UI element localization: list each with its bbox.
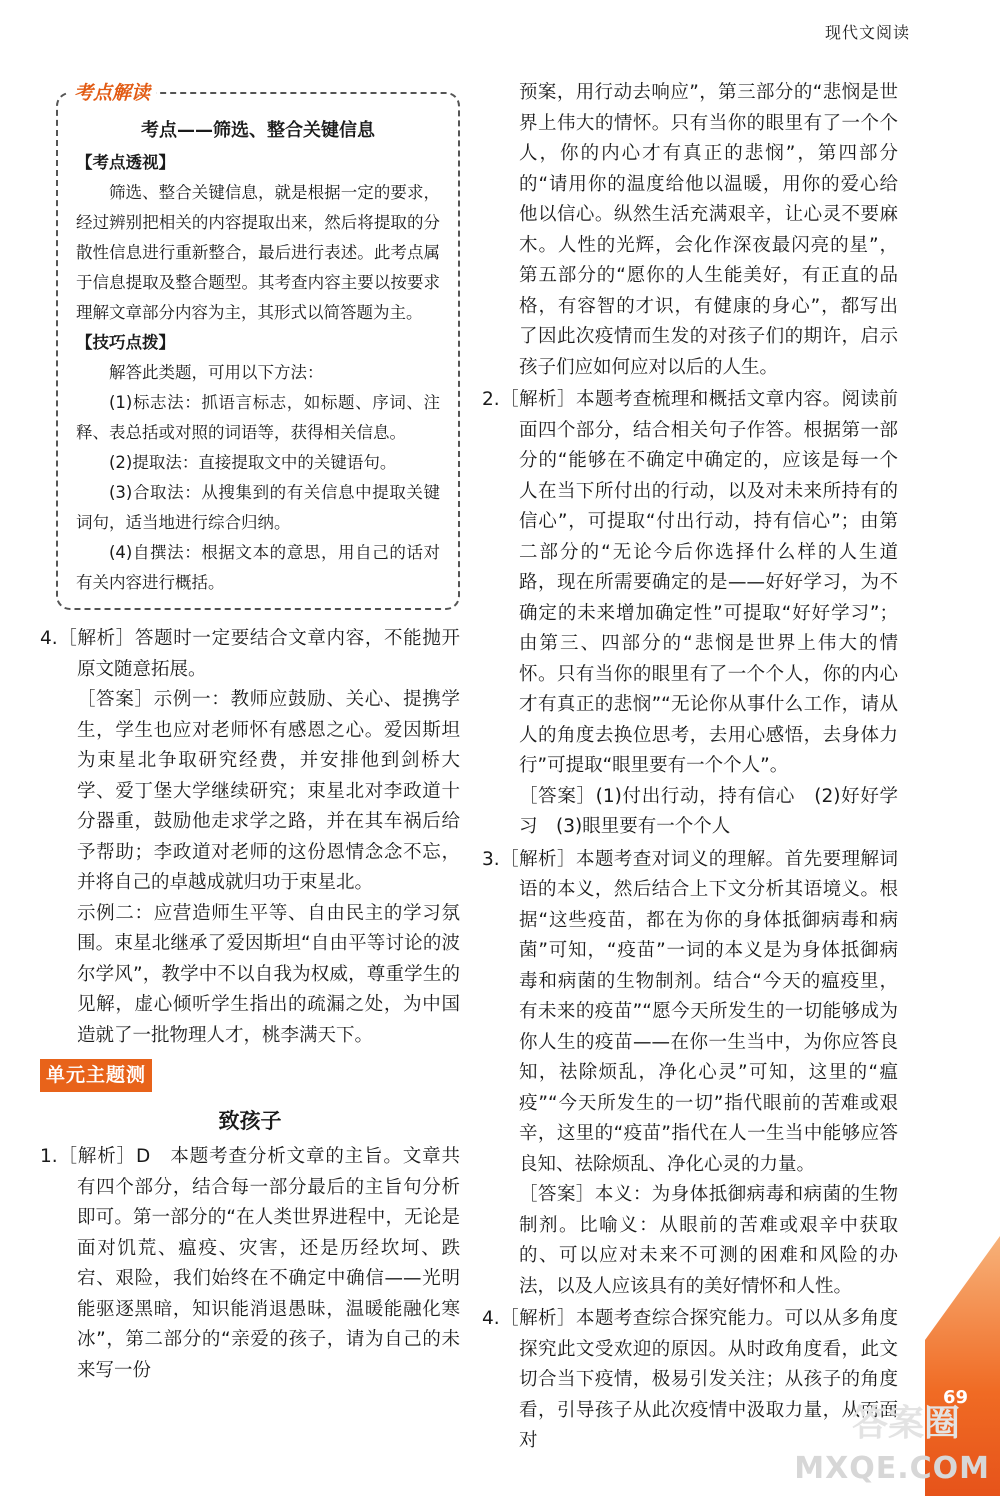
method-2: (2)提取法：直接提取文中的关键语句。 (109, 453, 397, 472)
box-tag: 考点解读 (68, 78, 156, 108)
q4-answer-2: 示例二：应营造师生平等、自由民主的学习氛围。束星北继承了爱因斯坦“自由平等讨论的波尔学风”，教学中不以自我为权威，尊重学生的见解，虚心倾听学生指出的疏漏之处，为中国造就了一批物理人才，桃李满天下。 (77, 902, 460, 1046)
q4-analysis: 4.［解析］答题时一定要结合文章内容，不能抛开原文随意拓展。 (40, 628, 460, 680)
method-3: (3)合取法：从搜集到的有关信息中提取关键词句，适当地进行综合归纳。 (76, 483, 440, 532)
q1-analysis: 1.［解析］D 本题考查分析文章的主旨。文章共有四个部分，结合每一部分最后的主旨句分析即可。第一部分的“在人类世界进程中，无论是面对饥荒、瘟疫、灾害，还是历经坎坷、跌宕、艰险，我们始终在不确定中确信——光明能驱逐黑暗，知识能消退愚昧，温暖能融化寒冰”，第二部分的“亲爱的孩子，请为自己的未来写一份 (40, 1146, 460, 1381)
q1-analysis-continued: 预案，用行动去响应”，第三部分的“悲悯是世界上伟大的情怀。只有当你的眼里有了一个个人，你的内心才有真正的悲悯”，第四部分的“请用你的温度给他以温暖，用你的爱心给他以信心。纵然生活充满艰辛，让心灵不要麻木。人性的光辉，会化作深夜最闪亮的星”，第五部分的“愿你的人生能美好，有正直的品格，有容智的才识，有健康的身心”，都写出了因此次疫情而生发的对孩子们的期许，启示孩子们应如何应对以后的人生。 (519, 82, 898, 378)
running-header: 现代文阅读 (824, 23, 910, 42)
q4-answer-1: ［答案］示例一：教师应鼓励、关心、提携学生，学生也应对老师怀有感恩之心。爱因斯坦为束星北争取研究经费，并安排他到剑桥大学、爱丁堡大学继续研究；束星北对李政道十分器重，鼓励他走求学之路，并在其车祸后给予帮助；李政道对老师的这份恩情念念不忘，并将自己的卓越成就归功于束星北。 (77, 689, 460, 893)
watermark-url: MXQE.COM (794, 1451, 990, 1486)
q3-answer: ［答案］本义：为身体抵御病毒和病菌的生物制剂。比喻义：从眼前的苦难或艰辛中获取的、可以应对未来不可测的困难和风险的办法，以及人应该具有的美好情怀和人性。 (519, 1184, 898, 1297)
tips-intro: 解答此类题，可用以下方法： (109, 363, 324, 382)
method-4: (4)自撰法：根据文本的意思，用自己的话对有关内容进行概括。 (76, 543, 440, 592)
unit-test-tag: 单元主题测 (40, 1059, 152, 1092)
subheading-tips: 【技巧点拨】 (76, 333, 175, 352)
subheading-perspective: 【考点透视】 (76, 153, 175, 172)
method-1: (1)标志法：抓语言标志，如标题、序词、注释、表总括或对照的词语等，获得相关信息。 (76, 393, 440, 442)
article-title: 致孩子 (218, 1108, 282, 1133)
q3-analysis: 3.［解析］本题考查对词义的理解。首先要理解词语的本义，然后结合上下文分析其语境义。根据“这些疫苗，都在为你的身体抵御病毒和病菌”可知，“疫苗”一词的本义是为身体抵御病毒和病菌的生物制剂。结合“今天的瘟疫里，有未来的疫苗”“愿今天所发生的一切能够成为你人生的疫苗——在你一生当中，为你应答良知，祛除烦乱，净化心灵”可知，这里的“瘟疫”“今天所发生的一切”指代眼前的苦难或艰辛，这里的“疫苗”指代在人一生当中能够应答良知、祛除烦乱、净化心灵的力量。 (482, 848, 898, 1175)
left-column (40, 78, 460, 1386)
page-number: 69 (942, 1387, 968, 1408)
box-title: 考点——筛选、整合关键信息 (141, 120, 375, 141)
right-column (482, 78, 898, 1457)
q2-answer: ［答案］(1)付出行动，持有信心 (2)好好学习 (3)眼里要有一个个人 (519, 785, 898, 837)
q4-analysis-right: 4.［解析］本题考查综合探究能力。可以从多角度探究此文受欢迎的原因。从时政角度看，此文切合当下疫情，极易引发关注；从孩子的角度看，引导孩子从此次疫情中汲取力量，从而面对 (482, 1308, 898, 1451)
watermark-logo: 答案圈 (851, 1403, 960, 1444)
perspective-text: 筛选、整合关键信息，就是根据一定的要求，经过辨别把相关的内容提取出来，然后将提取的分散性信息进行重新整合，最后进行表述。此考点属于信息提取及整合题型。其考查内容主要以按要求理解文章部分内容为主，其形式以简答题为主。 (76, 183, 440, 322)
q2-analysis: 2.［解析］本题考查梳理和概括文章内容。阅读前面四个部分，结合相关句子作答。根据第一部分的“能够在不确定中确定的，应该是每一个人在当下所付出的行动，以及对未来所持有的信心”，可提取“付出行动，持有信心”；由第二部分的“无论今后你选择什么样的人生道路，现在所需要确定的是——好好学习，为不确定的未来增加确定性”可提取“好好学习”；由第三、四部分的“悲悯是世界上伟大的情怀。只有当你的眼里有了一个个人，你的内心才有真正的悲悯”“无论你从事什么工作，请从人的角度去换位思考，去用心感悟，去身体力行”可提取“眼里要有一个个人”。 (482, 389, 898, 776)
key-point-box (56, 82, 460, 610)
